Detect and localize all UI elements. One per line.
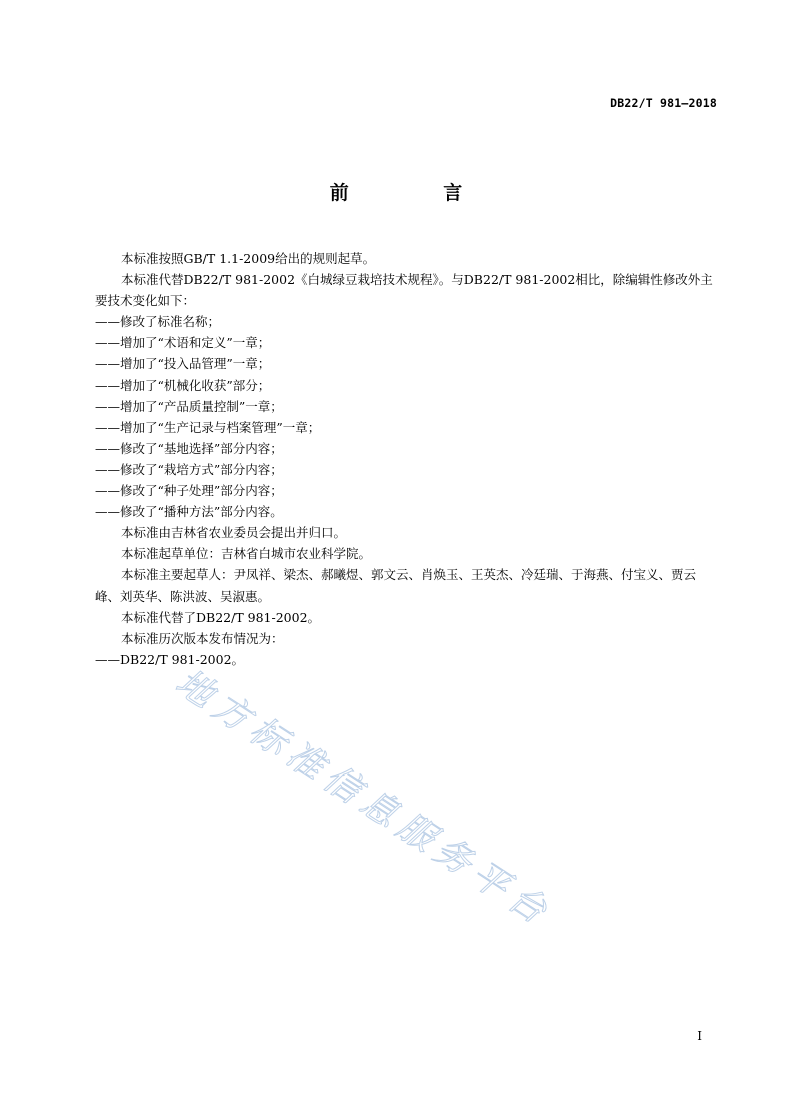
change-item: ——修改了标准名称；	[95, 314, 221, 330]
paragraph-drafting-rules: 本标准按照GB/T 1.1-2009给出的规则起草。	[121, 251, 376, 266]
change-item: ——修改了“栽培方式”部分内容；	[95, 461, 283, 477]
history-item: ——DB22/T 981-2002。	[95, 651, 245, 667]
paragraph-history-intro: 本标准历次版本发布情况为：	[121, 630, 284, 646]
change-item: ——增加了“投入品管理”一章；	[95, 356, 271, 372]
page-title: 前 言	[329, 182, 507, 204]
page-number: I	[697, 1029, 702, 1043]
change-item: ——增加了“产品质量控制”一章；	[95, 398, 283, 414]
watermark: 地方标准信息服务平台	[168, 661, 560, 936]
change-item: ——增加了“术语和定义”一章；	[95, 335, 271, 351]
paragraph-proposer: 本标准由吉林省农业委员会提出并归口。	[121, 525, 347, 541]
paragraph-replacement: 本标准代替DB22/T 981-2002《白城绿豆栽培技术规程》。与DB22/T 981-2002相比，除编辑性修改外主要技术变化如下：	[95, 272, 713, 309]
paragraph-supersedes: 本标准代替了DB22/T 981-2002。	[121, 609, 321, 625]
change-item: ——修改了“种子处理”部分内容；	[95, 483, 283, 499]
paragraph-drafting-unit: 本标准起草单位：吉林省白城市农业科学院。	[121, 546, 372, 562]
foreword-body	[95, 248, 720, 670]
change-item: ——增加了“机械化收获”部分；	[95, 377, 271, 393]
change-item: ——修改了“基地选择”部分内容；	[95, 440, 283, 456]
change-item: ——修改了“播种方法”部分内容。	[95, 504, 283, 520]
standard-code: DB22/T 981—2018	[610, 96, 717, 110]
change-item: ——增加了“生产记录与档案管理”一章；	[95, 419, 321, 435]
paragraph-drafters: 本标准主要起草人：尹凤祥、梁杰、郝曦煜、郭文云、肖焕玉、王英杰、冷廷瑞、于海燕、付宝义、贾云峰、刘英华、陈洪波、吴淑惠。	[95, 567, 697, 604]
